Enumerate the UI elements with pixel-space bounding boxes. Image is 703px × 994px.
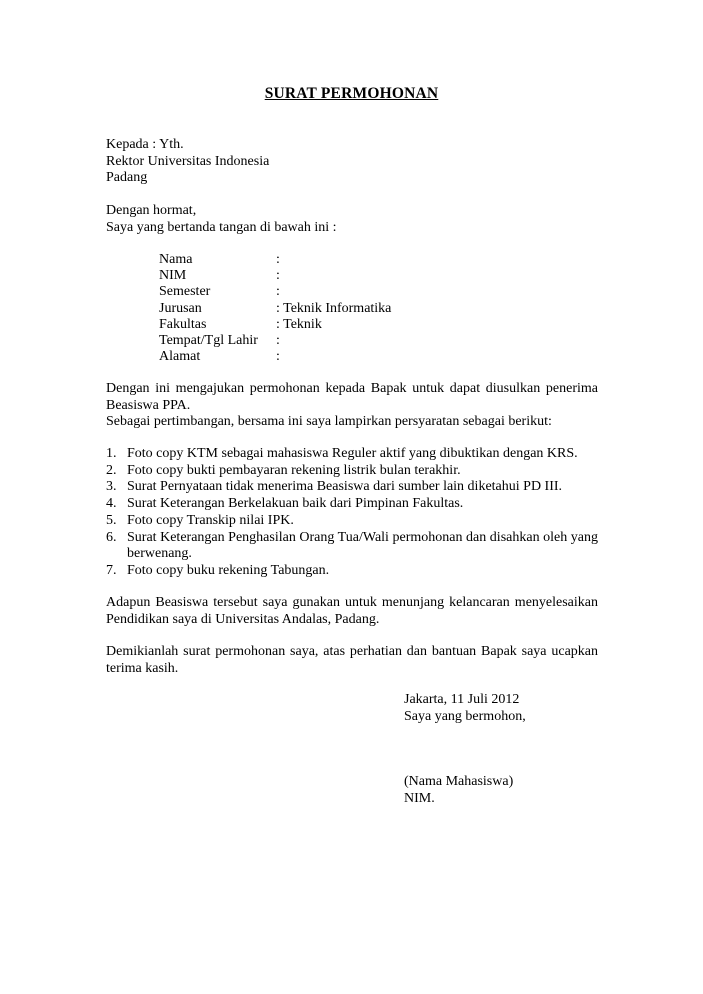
recipient-block xyxy=(106,137,598,187)
field-row-nim xyxy=(159,268,391,284)
requirements-list xyxy=(106,446,598,580)
field-label: Jurusan xyxy=(159,300,202,316)
identity-fields xyxy=(159,252,391,365)
list-item xyxy=(106,530,598,563)
request-paragraph xyxy=(106,381,598,431)
field-row-jurusan xyxy=(159,301,391,317)
list-item-text: Foto copy bukti pembayaran rekening listrik bulan terakhir. xyxy=(127,462,461,478)
field-value: : xyxy=(276,252,280,267)
field-row-tempat-tgl-lahir xyxy=(159,333,391,349)
list-item-number: 4. xyxy=(106,496,117,512)
list-item-number: 1. xyxy=(106,446,117,461)
recipient-line: Rektor Universitas Indonesia xyxy=(106,153,270,169)
greeting-line: Saya yang bertanda tangan di bawah ini : xyxy=(106,219,337,235)
list-item-text: Foto copy buku rekening Tabungan. xyxy=(127,562,330,578)
list-item-text: Surat Keterangan Berkelakuan baik dari Pimpinan Fakultas. xyxy=(127,496,464,512)
greeting-block xyxy=(106,203,598,236)
closing-paragraph xyxy=(106,644,598,677)
purpose-line: Adapun Beasiswa tersebut saya gunakan untuk menunjang kelancaran menyelesaikan xyxy=(106,595,598,610)
field-label: Alamat xyxy=(159,349,201,365)
field-label: Fakultas xyxy=(159,316,207,332)
closing-line: Demikianlah surat permohonan saya, atas perhatian dan bantuan Bapak saya ucapkan xyxy=(106,644,598,659)
field-label: NIM xyxy=(159,268,187,284)
applicant-name: (Nama Mahasiswa) xyxy=(404,774,514,789)
purpose-line: Pendidikan saya di Universitas Andalas, Padang. xyxy=(106,611,380,627)
request-line: Beasiswa PPA. xyxy=(106,397,191,413)
field-value: : xyxy=(276,349,280,365)
closing-line: terima kasih. xyxy=(106,660,179,676)
list-item-text: Foto copy Transkip nilai IPK. xyxy=(127,512,294,528)
field-label: Nama xyxy=(159,252,193,267)
list-item xyxy=(106,496,598,513)
list-item-number: 2. xyxy=(106,462,117,478)
field-value: : Teknik Informatika xyxy=(276,300,392,316)
list-item-number: 6. xyxy=(106,529,117,545)
purpose-paragraph xyxy=(106,595,598,628)
list-item xyxy=(106,513,598,530)
field-row-semester xyxy=(159,284,391,300)
list-item-number: 7. xyxy=(106,562,117,578)
field-value: : xyxy=(276,332,280,348)
list-item-number: 3. xyxy=(106,479,117,495)
field-value: : xyxy=(276,268,280,284)
applicant-label: Saya yang bermohon, xyxy=(404,708,526,724)
recipient-line: Padang xyxy=(106,170,148,185)
field-value: : xyxy=(276,284,280,300)
list-item xyxy=(106,563,598,580)
list-item xyxy=(106,479,598,496)
signature-place-date-block xyxy=(404,692,526,725)
field-label: Tempat/Tgl Lahir xyxy=(159,332,258,348)
field-row-alamat xyxy=(159,349,391,365)
place-date: Jakarta, 11 Juli 2012 xyxy=(404,692,520,707)
list-item-text: Surat Keterangan Penghasilan Orang Tua/Wali permohonan dan disahkan oleh yang berwenang. xyxy=(127,529,598,562)
request-line: Dengan ini mengajukan permohonan kepada Bapak untuk dapat diusulkan penerima xyxy=(106,381,598,396)
list-item xyxy=(106,463,598,480)
recipient-line: Kepada : Yth. xyxy=(106,137,184,152)
list-item-text: Foto copy KTM sebagai mahasiswa Reguler aktif yang dibuktikan dengan KRS. xyxy=(127,446,578,461)
field-label: Semester xyxy=(159,284,211,300)
field-value: : Teknik xyxy=(276,316,322,332)
field-row-nama xyxy=(159,252,391,268)
applicant-nim: NIM. xyxy=(404,790,435,806)
request-line: Sebagai pertimbangan, bersama ini saya lampirkan persyaratan sebagai berikut: xyxy=(106,414,552,429)
greeting-line: Dengan hormat, xyxy=(106,203,197,218)
list-item xyxy=(106,446,598,463)
field-row-fakultas xyxy=(159,317,391,333)
list-item-text: Surat Pernyataan tidak menerima Beasiswa dari sumber lain diketahui PD III. xyxy=(127,479,563,495)
list-item-number: 5. xyxy=(106,512,117,528)
letter-title: SURAT PERMOHONAN xyxy=(264,85,439,102)
signature-name-block xyxy=(404,774,513,807)
